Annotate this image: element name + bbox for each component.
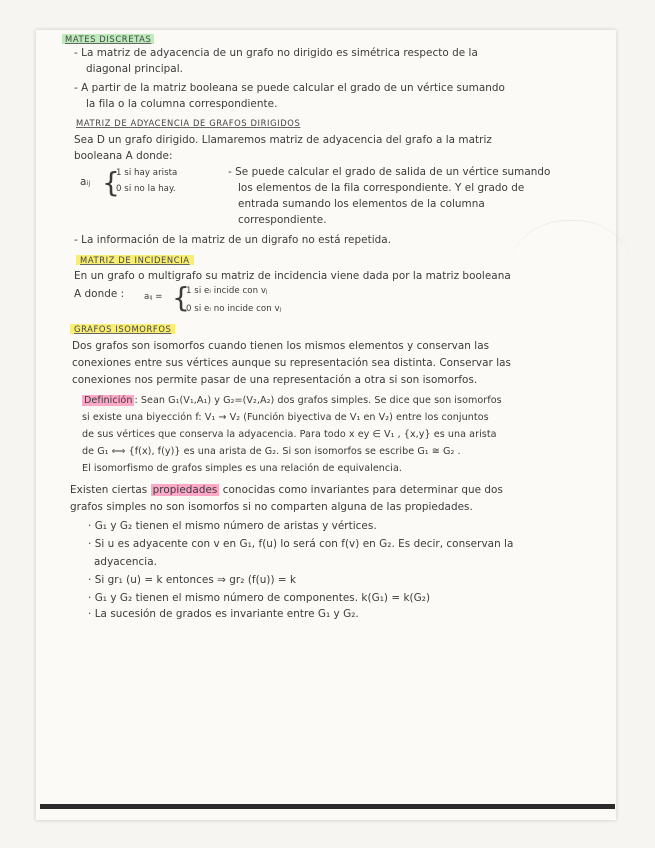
property-item: adyacencia.: [94, 556, 157, 568]
case-one: 1 si eᵢ incide con vⱼ: [186, 286, 268, 296]
text-line: diagonal principal.: [86, 63, 183, 75]
text-line: conexiones entre sus vértices aunque su representación sea distinta. Conservar las: [72, 357, 512, 369]
brace-icon: {: [102, 166, 120, 199]
case-zero: 0 si eᵢ no incide con vⱼ: [186, 304, 282, 314]
page-bottom-edge: [40, 804, 615, 809]
text-line: A donde :: [74, 288, 125, 300]
note-line: entrada sumando los elementos de la columna: [238, 198, 485, 210]
text-line: En un grafo o multigrafo su matriz de incidencia viene dada por la matriz booleana: [74, 270, 511, 282]
definition-line: El isomorfismo de grafos simples es una relación de equivalencia.: [82, 463, 403, 474]
section-heading-grafos-isomorfos: GRAFOS ISOMORFOS: [70, 324, 175, 334]
text-line: - La matriz de adyacencia de un grafo no dirigido es simétrica respecto de la: [74, 47, 478, 59]
section-heading-matriz-adyacencia-dirigidos: MATRIZ DE ADYACENCIA DE GRAFOS DIRIGIDOS: [76, 118, 301, 128]
case-zero: 0 si no la hay.: [116, 184, 176, 194]
section-heading-mates-discretas: MATES DISCRETAS: [62, 34, 154, 44]
definition-line: de G₁ ⟺ {f(x), f(y)} es una arista de G₂. Si son isomorfos se escribe G₁ ≅ G₂ .: [82, 446, 461, 457]
definition-line: de sus vértices que conserva la adyacencia. Para todo x ey ∈ V₁ , {x,y} es una arista: [82, 429, 497, 440]
note-line: correspondiente.: [238, 214, 327, 226]
property-item: · La sucesión de grados es invariante entre G₁ y G₂.: [88, 608, 359, 620]
property-item: · G₁ y G₂ tienen el mismo número de componentes. k(G₁) = k(G₂): [88, 592, 431, 604]
text-line: Sea D un grafo dirigido. Llamaremos matriz de adyacencia del grafo a la matriz: [74, 134, 492, 146]
brace-icon: {: [172, 281, 190, 314]
bleed-through-mark: [506, 220, 636, 281]
aij-symbol: aᵢⱼ =: [144, 292, 163, 302]
text-line: - A partir de la matriz booleana se puede calcular el grado de un vértice sumando: [74, 82, 505, 94]
text-line: conexiones nos permite pasar de una representación a otra si son isomorfos.: [72, 374, 478, 386]
property-item: · Si u es adyacente con v en G₁, f(u) lo será con f(v) en G₂. Es decir, conservan la: [88, 538, 514, 550]
text-line: grafos simples no son isomorfos si no comparten alguna de las propiedades.: [70, 501, 473, 513]
text-line: la fila o la columna correspondiente.: [86, 98, 278, 110]
property-item: · G₁ y G₂ tienen el mismo número de aristas y vértices.: [88, 520, 377, 532]
property-item: · Si gr₁ (u) = k entonces ⇒ gr₂ (f(u)) = k: [88, 574, 297, 586]
note-line: los elementos de la fila correspondiente. Y el grado de: [238, 182, 525, 194]
case-one: 1 si hay arista: [116, 168, 178, 178]
definition-line: si existe una biyección f: V₁ → V₂ (Función biyectiva de V₁ en V₂) entre los conjuntos: [82, 412, 489, 423]
text-line: - La información de la matriz de un digrafo no está repetida.: [74, 234, 392, 246]
note-line: - Se puede calcular el grado de salida de un vértice sumando: [228, 166, 551, 178]
section-heading-matriz-incidencia: MATRIZ DE INCIDENCIA: [76, 255, 194, 265]
propiedades-highlight: propiedades: [152, 484, 218, 496]
text-line: Existen ciertas propiedades conocidas como invariantes para determinar que dos: [70, 484, 503, 496]
aij-symbol: aᵢⱼ: [80, 176, 91, 188]
definition-label: Definición: [84, 395, 133, 406]
definition-line: Definición : Sean G₁(V₁,A₁) y G₂=(V₂,A₂) dos grafos simples. Se dice que son isomorfos: [84, 395, 502, 406]
notebook-page: [36, 30, 616, 820]
text-line: Dos grafos son isomorfos cuando tienen los mismos elementos y conservan las: [72, 340, 490, 352]
text-line: booleana A donde:: [74, 150, 173, 162]
